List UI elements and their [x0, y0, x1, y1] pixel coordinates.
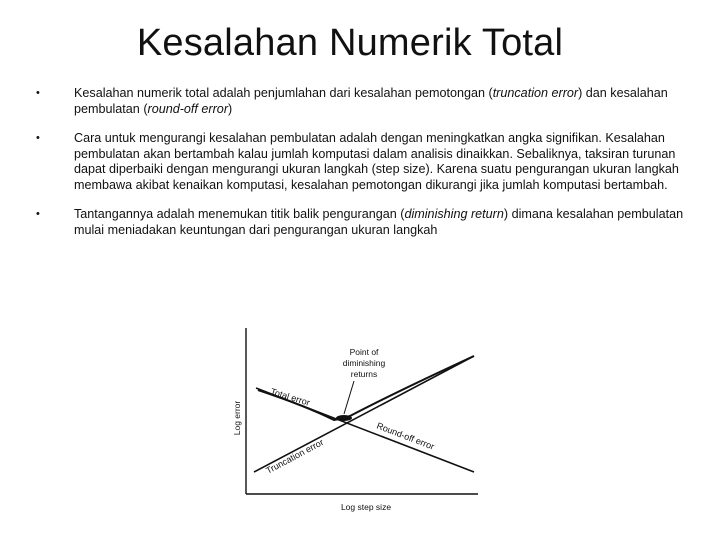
- minimum-point: [336, 415, 352, 421]
- y-axis-label: Log error: [232, 400, 242, 436]
- annotation-pointer: [344, 381, 354, 414]
- x-axis-label: Log step size: [340, 502, 392, 512]
- bullet-text: Kesalahan numerik total adalah penjumlahan dari kesalahan pemotongan (truncation error) dan kesalahan pembulatan (round-off error): [74, 86, 668, 116]
- bullet-item: [36, 86, 686, 117]
- annotation-line: returns: [350, 369, 378, 379]
- error-diagram: [226, 322, 496, 522]
- bullet-item: [36, 131, 686, 193]
- bullet-item: [36, 207, 686, 238]
- truncation-error-label: Truncation error: [264, 437, 326, 476]
- bullet-marker: •: [36, 132, 40, 144]
- slide-title: Kesalahan Numerik Total: [136, 22, 564, 64]
- annotation-line: Point of: [349, 347, 379, 357]
- bullet-text: Cara untuk mengurangi kesalahan pembulatan adalah dengan meningkatkan angka signifikan. Kesalahan pembulatan akan bertambah kalau jumlah komputasi dalam analisis dinaikkan. Sebaliknya, taksiran turunan dapat diperbaiki dengan mengurangi ukuran langkah (step size). Karena suatu pengurangan ukuran langkah membawa akibat kenaikan komputasi, kesalahan pemotongan dikurangi jika jumlah komputasi bertambah.: [74, 131, 679, 192]
- bullet-list: [36, 86, 686, 252]
- bullet-marker: •: [36, 208, 40, 220]
- total-error-label: Total error: [269, 386, 312, 408]
- bullet-marker: •: [36, 87, 40, 99]
- bullet-text: Tantangannya adalah menemukan titik balik pengurangan (diminishing return) dimana kesalahan pembulatan mulai meniadakan keuntungan dari pengurangan ukuran langkah: [74, 207, 684, 237]
- roundoff-error-label: Round-off error: [375, 420, 436, 452]
- annotation-line: diminishing: [342, 358, 386, 368]
